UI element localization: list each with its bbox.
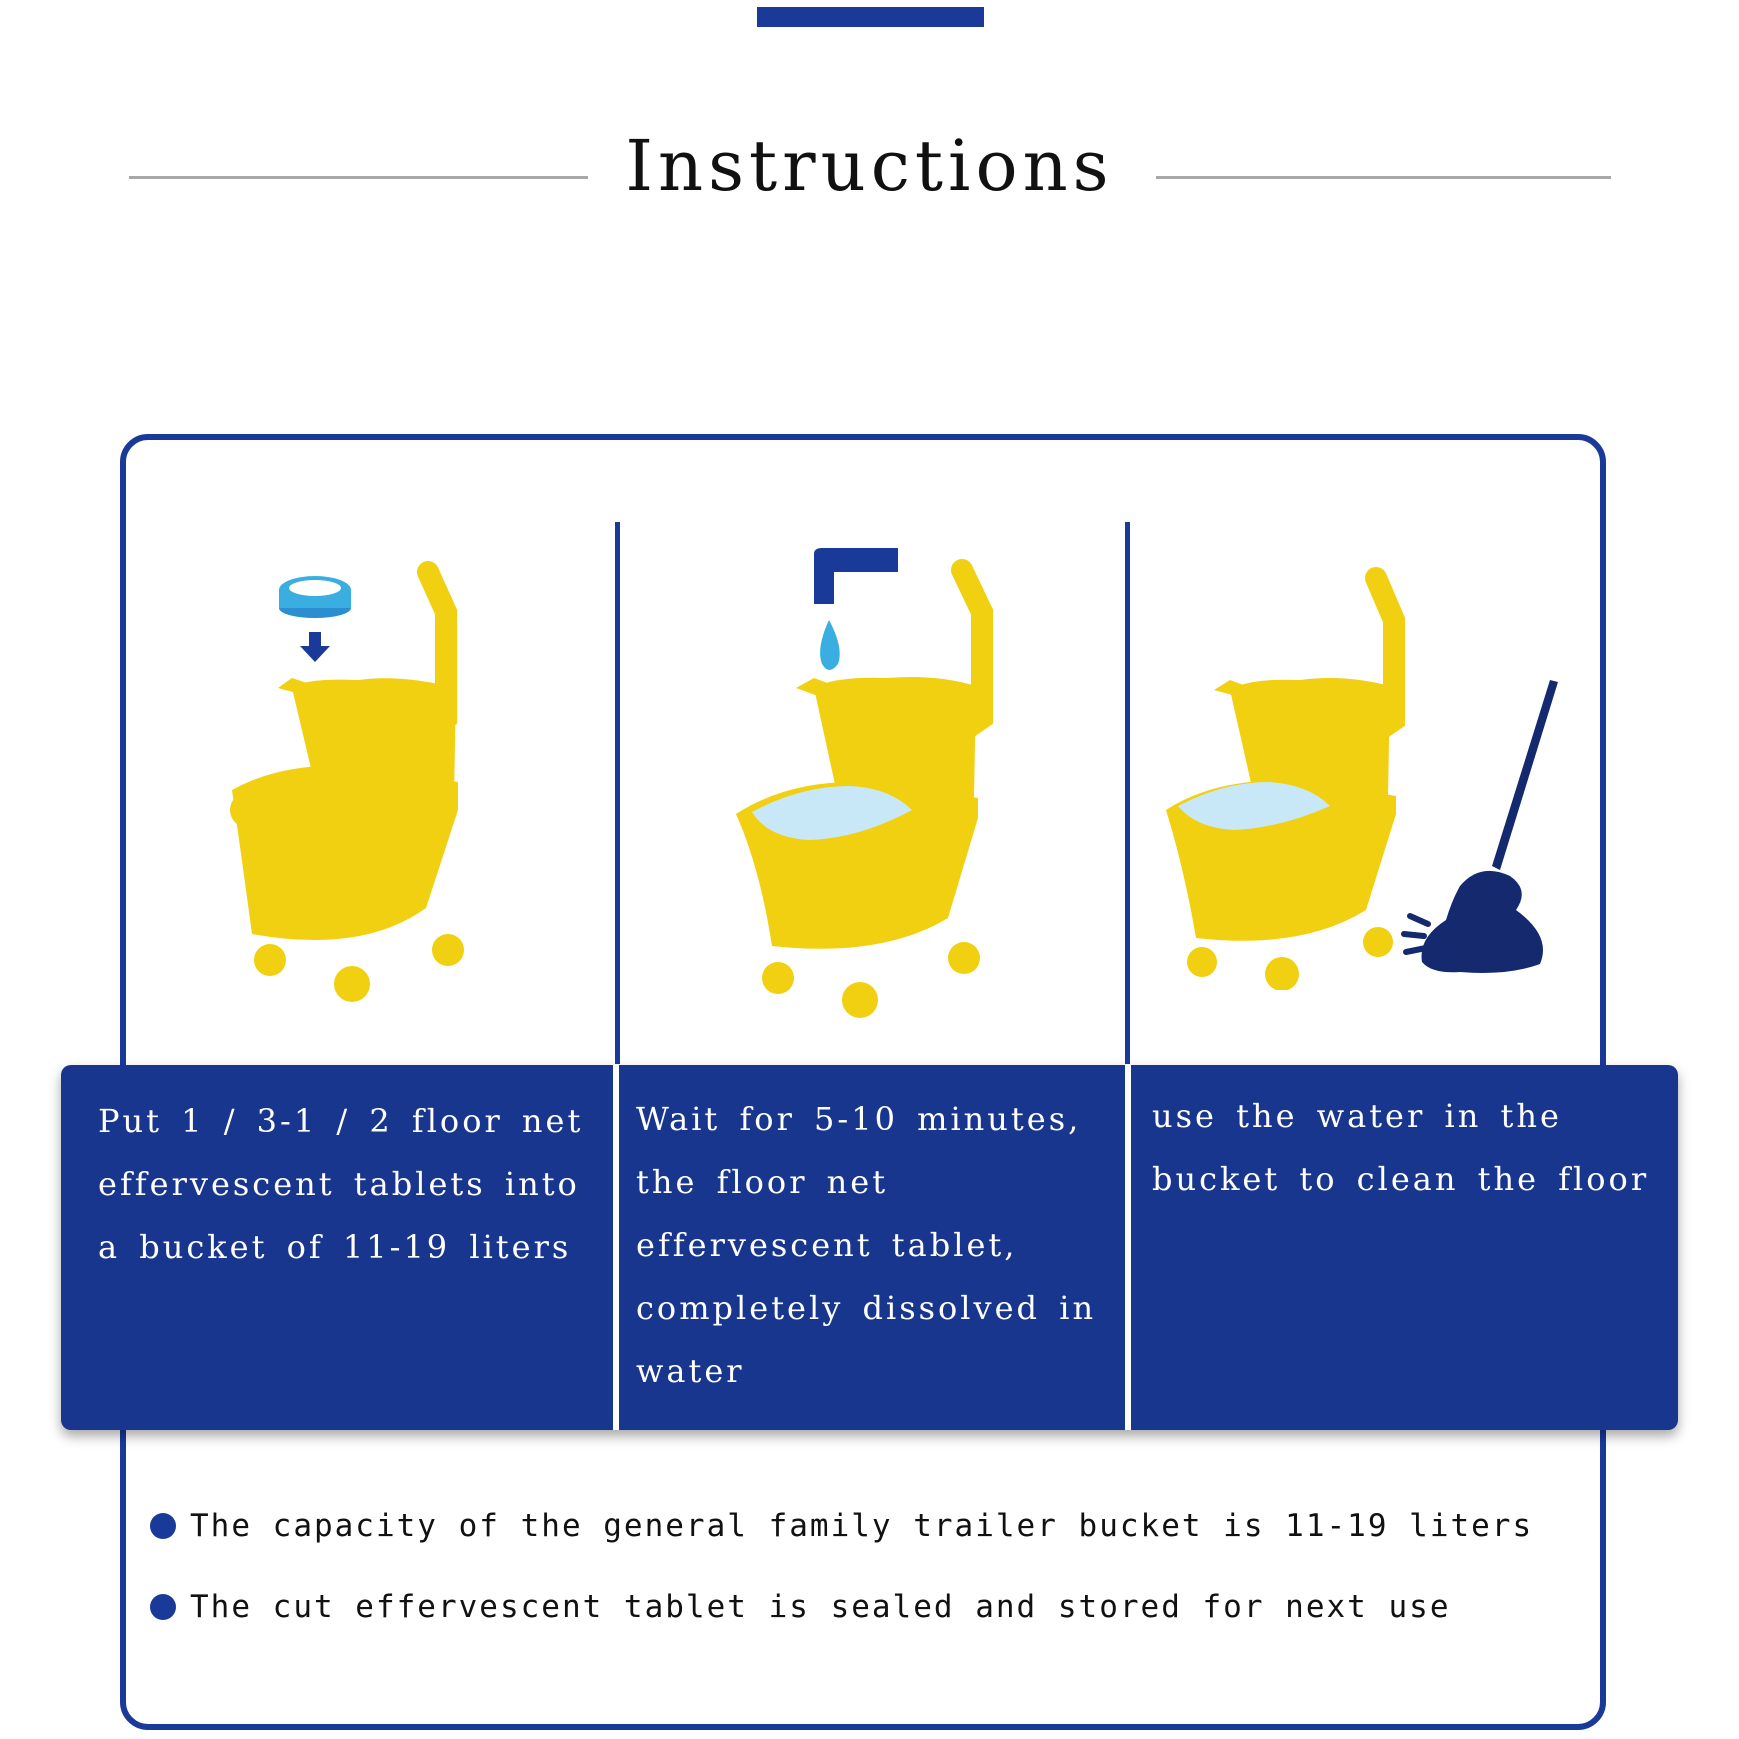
top-accent-bar xyxy=(757,7,984,27)
band-divider-1 xyxy=(613,1065,619,1430)
note-item xyxy=(150,1508,1533,1544)
bucket-with-faucet-icon xyxy=(730,548,1010,1018)
panel-divider-2 xyxy=(1125,522,1130,1064)
page-title: Instructions xyxy=(625,125,1114,207)
bullet-dot-icon xyxy=(150,1513,176,1539)
panel-divider-1 xyxy=(615,522,620,1064)
bucket-with-mop-icon xyxy=(1160,560,1560,990)
note-text: The cut effervescent tablet is sealed and stored for next use xyxy=(190,1589,1451,1625)
note-item xyxy=(150,1589,1450,1625)
note-text: The capacity of the general family trailer bucket is 11-19 liters xyxy=(190,1508,1534,1544)
step-2-text: Wait for 5-10 minutes, the floor net effervescent tablet, completely dissolved in water xyxy=(636,1100,1097,1390)
bucket-with-tablet-icon xyxy=(220,560,500,1010)
step-1-text: Put 1 / 3-1 / 2 floor net effervescent tablets into a bucket of 11-19 liters xyxy=(98,1102,584,1266)
step-3-text: use the water in the bucket to clean the floor xyxy=(1152,1097,1650,1198)
bullet-dot-icon xyxy=(150,1594,176,1620)
